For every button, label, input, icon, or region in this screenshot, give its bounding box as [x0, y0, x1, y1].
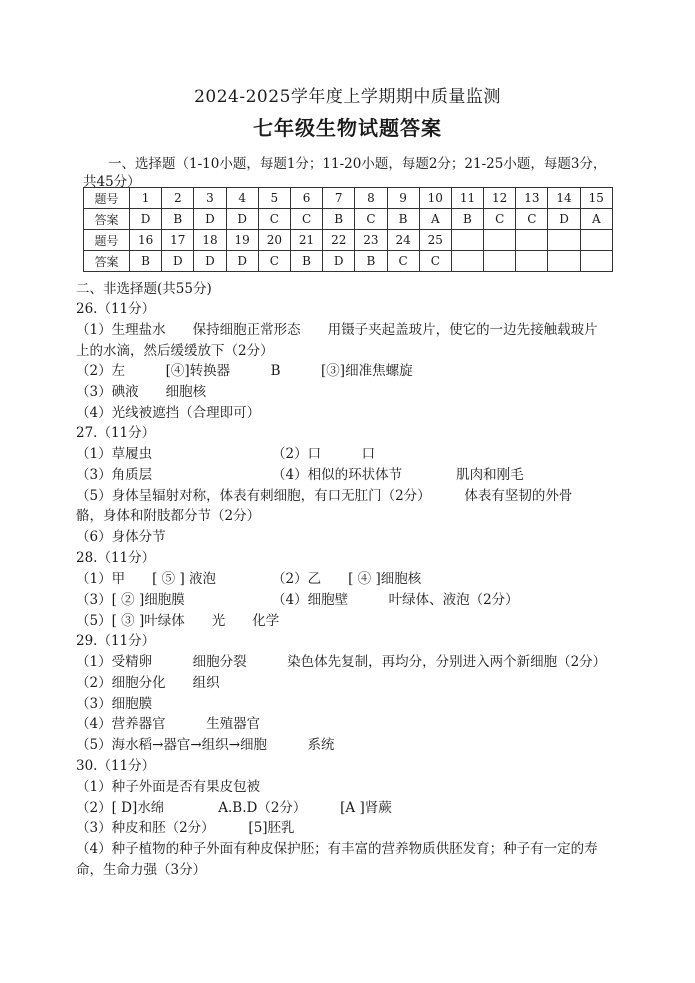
table-cell: B — [162, 209, 194, 230]
q30-line: （3）种皮和胚（2分） [5]胚乳 — [76, 820, 295, 836]
table-cell: B — [290, 251, 322, 272]
q26-line: （3）碘液 细胞核 — [76, 384, 207, 400]
table-cell: 17 — [162, 230, 194, 251]
q30-heading: 30.（11分） — [76, 758, 156, 774]
table-cell: 4 — [226, 188, 258, 209]
q29-line: （1）受精卵 细胞分裂 染色体先复制，再均分，分别进入两个新细胞（2分） — [76, 654, 607, 670]
table-row — [84, 230, 613, 251]
table-cell: 18 — [194, 230, 226, 251]
table-cell — [516, 251, 548, 272]
q26-line: （4）光线被遮挡（合理即可） — [76, 405, 261, 421]
q27-heading: 27.（11分） — [76, 425, 156, 441]
table-cell: C — [290, 209, 322, 230]
q30-line: 命，生命力强（3分） — [76, 862, 207, 878]
table-cell: 12 — [484, 188, 516, 209]
q27-line: （1）草履虫 — [76, 446, 153, 462]
table-cell: 21 — [290, 230, 322, 251]
table-cell: 25 — [419, 230, 451, 251]
table-cell — [580, 230, 612, 251]
page-title: 2024-2025学年度上学期期中质量监测 — [194, 87, 501, 107]
page-subtitle: 七年级生物试题答案 — [253, 116, 442, 140]
table-cell: 20 — [258, 230, 290, 251]
table-cell: 3 — [194, 188, 226, 209]
table-cell: C — [258, 251, 290, 272]
table-cell: D — [194, 251, 226, 272]
q30-line: （1）种子外面是否有果皮包被 — [76, 779, 261, 795]
table-cell: 2 — [162, 188, 194, 209]
table-row-label: 答案 — [84, 251, 130, 272]
q29-line: （3）细胞膜 — [76, 696, 153, 712]
table-cell: 11 — [451, 188, 483, 209]
q28-line: （1）甲 [ ⑤ ] 液泡 — [76, 571, 216, 587]
table-row — [84, 209, 613, 230]
table-cell: 15 — [580, 188, 612, 209]
table-cell: A — [419, 209, 451, 230]
table-cell: B — [130, 251, 162, 272]
table-cell — [451, 230, 483, 251]
q29-line: （5）海水稻→器官→组织→细胞 系统 — [76, 737, 335, 753]
table-cell: 16 — [130, 230, 162, 251]
table-cell: 9 — [387, 188, 419, 209]
table-cell: 13 — [516, 188, 548, 209]
table-row-label: 答案 — [84, 209, 130, 230]
table-cell: A — [580, 209, 612, 230]
table-cell: B — [387, 209, 419, 230]
q27-line: （6）身体分节 — [76, 529, 166, 545]
table-cell — [548, 230, 580, 251]
q27-line: （3）角质层 — [76, 467, 153, 483]
table-cell: B — [355, 251, 387, 272]
answer-table — [83, 187, 613, 272]
q29-heading: 29.（11分） — [76, 633, 156, 649]
q27-line: 骼，身体和附肢都分节（2分） — [76, 508, 261, 524]
section1-instructions-cont: 共45分） — [83, 174, 141, 190]
section1-instructions: 一、选择题（1-10小题，每题1分；11-20小题，每题2分；21-25小题，每题3分， — [108, 156, 607, 172]
table-cell — [484, 230, 516, 251]
table-cell — [548, 251, 580, 272]
table-cell: 10 — [419, 188, 451, 209]
table-cell — [516, 230, 548, 251]
table-cell: B — [451, 209, 483, 230]
table-cell — [451, 251, 483, 272]
q29-line: （4）营养器官 生殖器官 — [76, 716, 261, 732]
table-cell: 7 — [323, 188, 355, 209]
table-cell — [484, 251, 516, 272]
q26-line: （1）生理盐水 保持细胞正常形态 用镊子夹起盖玻片，使它的一边先接触载玻片 — [76, 322, 598, 338]
table-cell: C — [258, 209, 290, 230]
q28-line: （3）[ ② ]细胞膜 — [76, 592, 185, 608]
table-cell: C — [419, 251, 451, 272]
table-cell: 19 — [226, 230, 258, 251]
table-cell: C — [484, 209, 516, 230]
q28-line: （5）[ ③ ]叶绿体 光 化学 — [76, 613, 280, 629]
q28-heading: 28.（11分） — [76, 550, 156, 566]
q28-line: （2）乙 [ ④ ]细胞核 — [272, 571, 422, 587]
table-cell: 5 — [258, 188, 290, 209]
table-cell: 24 — [387, 230, 419, 251]
table-cell: D — [548, 209, 580, 230]
table-cell: 1 — [130, 188, 162, 209]
table-cell: D — [194, 209, 226, 230]
table-cell: 23 — [355, 230, 387, 251]
table-cell: 14 — [548, 188, 580, 209]
section2-heading: 二、非选择题(共55分) — [76, 281, 212, 297]
table-cell: 8 — [355, 188, 387, 209]
table-cell: 6 — [290, 188, 322, 209]
q30-line: （4）种子植物的种子外面有种皮保护胚；有丰富的营养物质供胚发育；种子有一定的寿 — [76, 841, 598, 857]
q27-line: （2）口 口 — [272, 446, 376, 462]
q26-line: （2）左 [④]转换器 B [③]细准焦螺旋 — [76, 363, 413, 379]
table-cell: C — [387, 251, 419, 272]
q27-line: （4）相似的环状体节 肌肉和刚毛 — [272, 467, 524, 483]
table-row — [84, 251, 613, 272]
table-cell: D — [130, 209, 162, 230]
q26-line: 上的水滴，然后缓缓放下（2分） — [76, 343, 274, 359]
q30-line: （2）[ D]水绵 A.B.D（2分） [A ]肾蕨 — [76, 800, 392, 816]
table-row-label: 题号 — [84, 188, 130, 209]
q28-line: （4）细胞壁 叶绿体、液泡（2分） — [272, 592, 519, 608]
table-cell: D — [226, 251, 258, 272]
table-cell: D — [323, 251, 355, 272]
table-cell — [580, 251, 612, 272]
q27-line: （5）身体呈辐射对称，体表有刺细胞，有口无肛门（2分） 体表有坚韧的外骨 — [76, 488, 573, 504]
q29-line: （2）细胞分化 组织 — [76, 675, 220, 691]
table-row — [84, 188, 613, 209]
table-row-label: 题号 — [84, 230, 130, 251]
table-cell: 22 — [323, 230, 355, 251]
q26-heading: 26.（11分） — [76, 301, 156, 317]
table-cell: D — [226, 209, 258, 230]
table-cell: D — [162, 251, 194, 272]
table-cell: C — [516, 209, 548, 230]
table-cell: B — [323, 209, 355, 230]
table-cell: C — [355, 209, 387, 230]
